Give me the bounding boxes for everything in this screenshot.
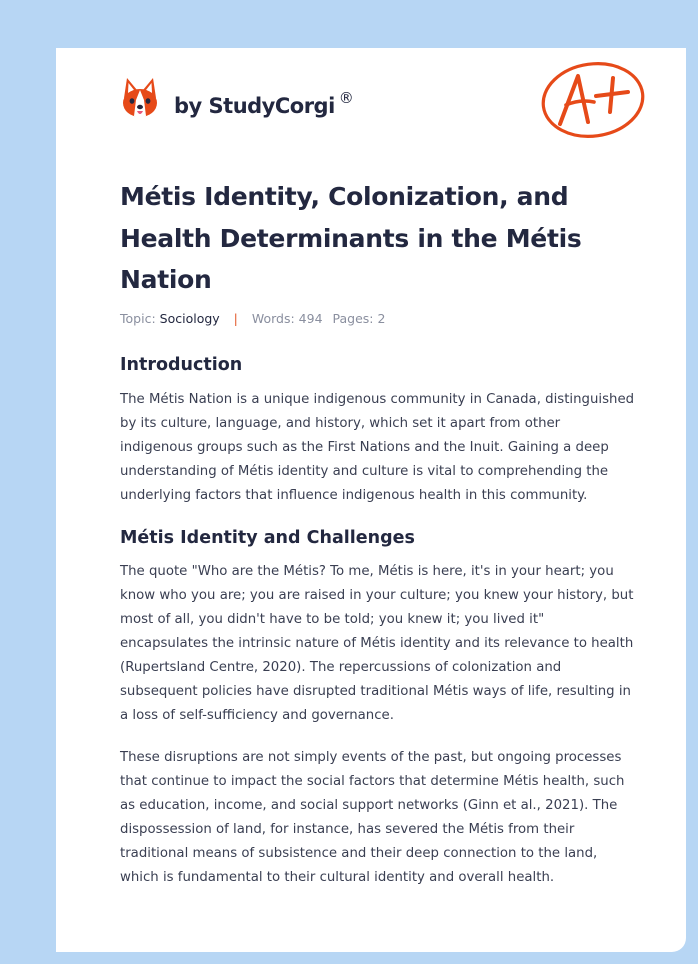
word-count: Words: 494 [251, 311, 323, 326]
topic-link[interactable]: Sociology [159, 311, 220, 326]
page-count: Pages: 2 [332, 311, 386, 326]
a-plus-grade-icon [538, 58, 648, 140]
section-heading-introduction: Introduction [120, 355, 243, 375]
corgi-icon [120, 76, 160, 120]
paragraph: The Métis Nation is a unique indigenous community in Canada, distinguished by its culture, language, and history, which set it apart from other indigenous groups such as the First Nations and the Inuit. Gaining a deep understanding of Métis identity and culture is vital to comprehending the underlying factors that influence indigenous health in this community. [120, 392, 635, 503]
topic-label: Topic: [120, 311, 156, 326]
document-meta [120, 311, 385, 326]
meta-separator: | [233, 311, 238, 326]
document-body [120, 350, 636, 890]
brand-logo[interactable] [120, 76, 353, 120]
document-page [56, 48, 686, 952]
paragraph: The quote "Who are the Métis? To me, Métis is here, it's in your heart; you know who you are; you are raised in your culture; you knew your history, but most of all, you didn't have to be told; you knew it; you lived it" encapsulates the intrinsic nature of Métis identity and its relevance to health (Rupertsland Centre, 2020). The repercussions of colonization and subsequent policies have disrupted traditional Métis ways of life, resulting in a loss of self-sufficiency and governance. [120, 564, 634, 723]
registered-mark: ® [338, 89, 354, 107]
brand-name: by StudyCorgi ® [174, 89, 354, 118]
section-heading-identity: Métis Identity and Challenges [120, 528, 415, 548]
paragraph: These disruptions are not simply events of the past, but ongoing processes that continue to impact the social factors that determine Métis health, such as education, income, and social support networks (Ginn et al., 2021). The dispossession of land, for instance, has severed the Métis from their traditional means of subsistence and their deep connection to the land, which is fundamental to their cultural identity and overall health. [120, 750, 625, 885]
page-title: Métis Identity, Colonization, and Health Determinants in the Métis Nation [120, 182, 582, 294]
